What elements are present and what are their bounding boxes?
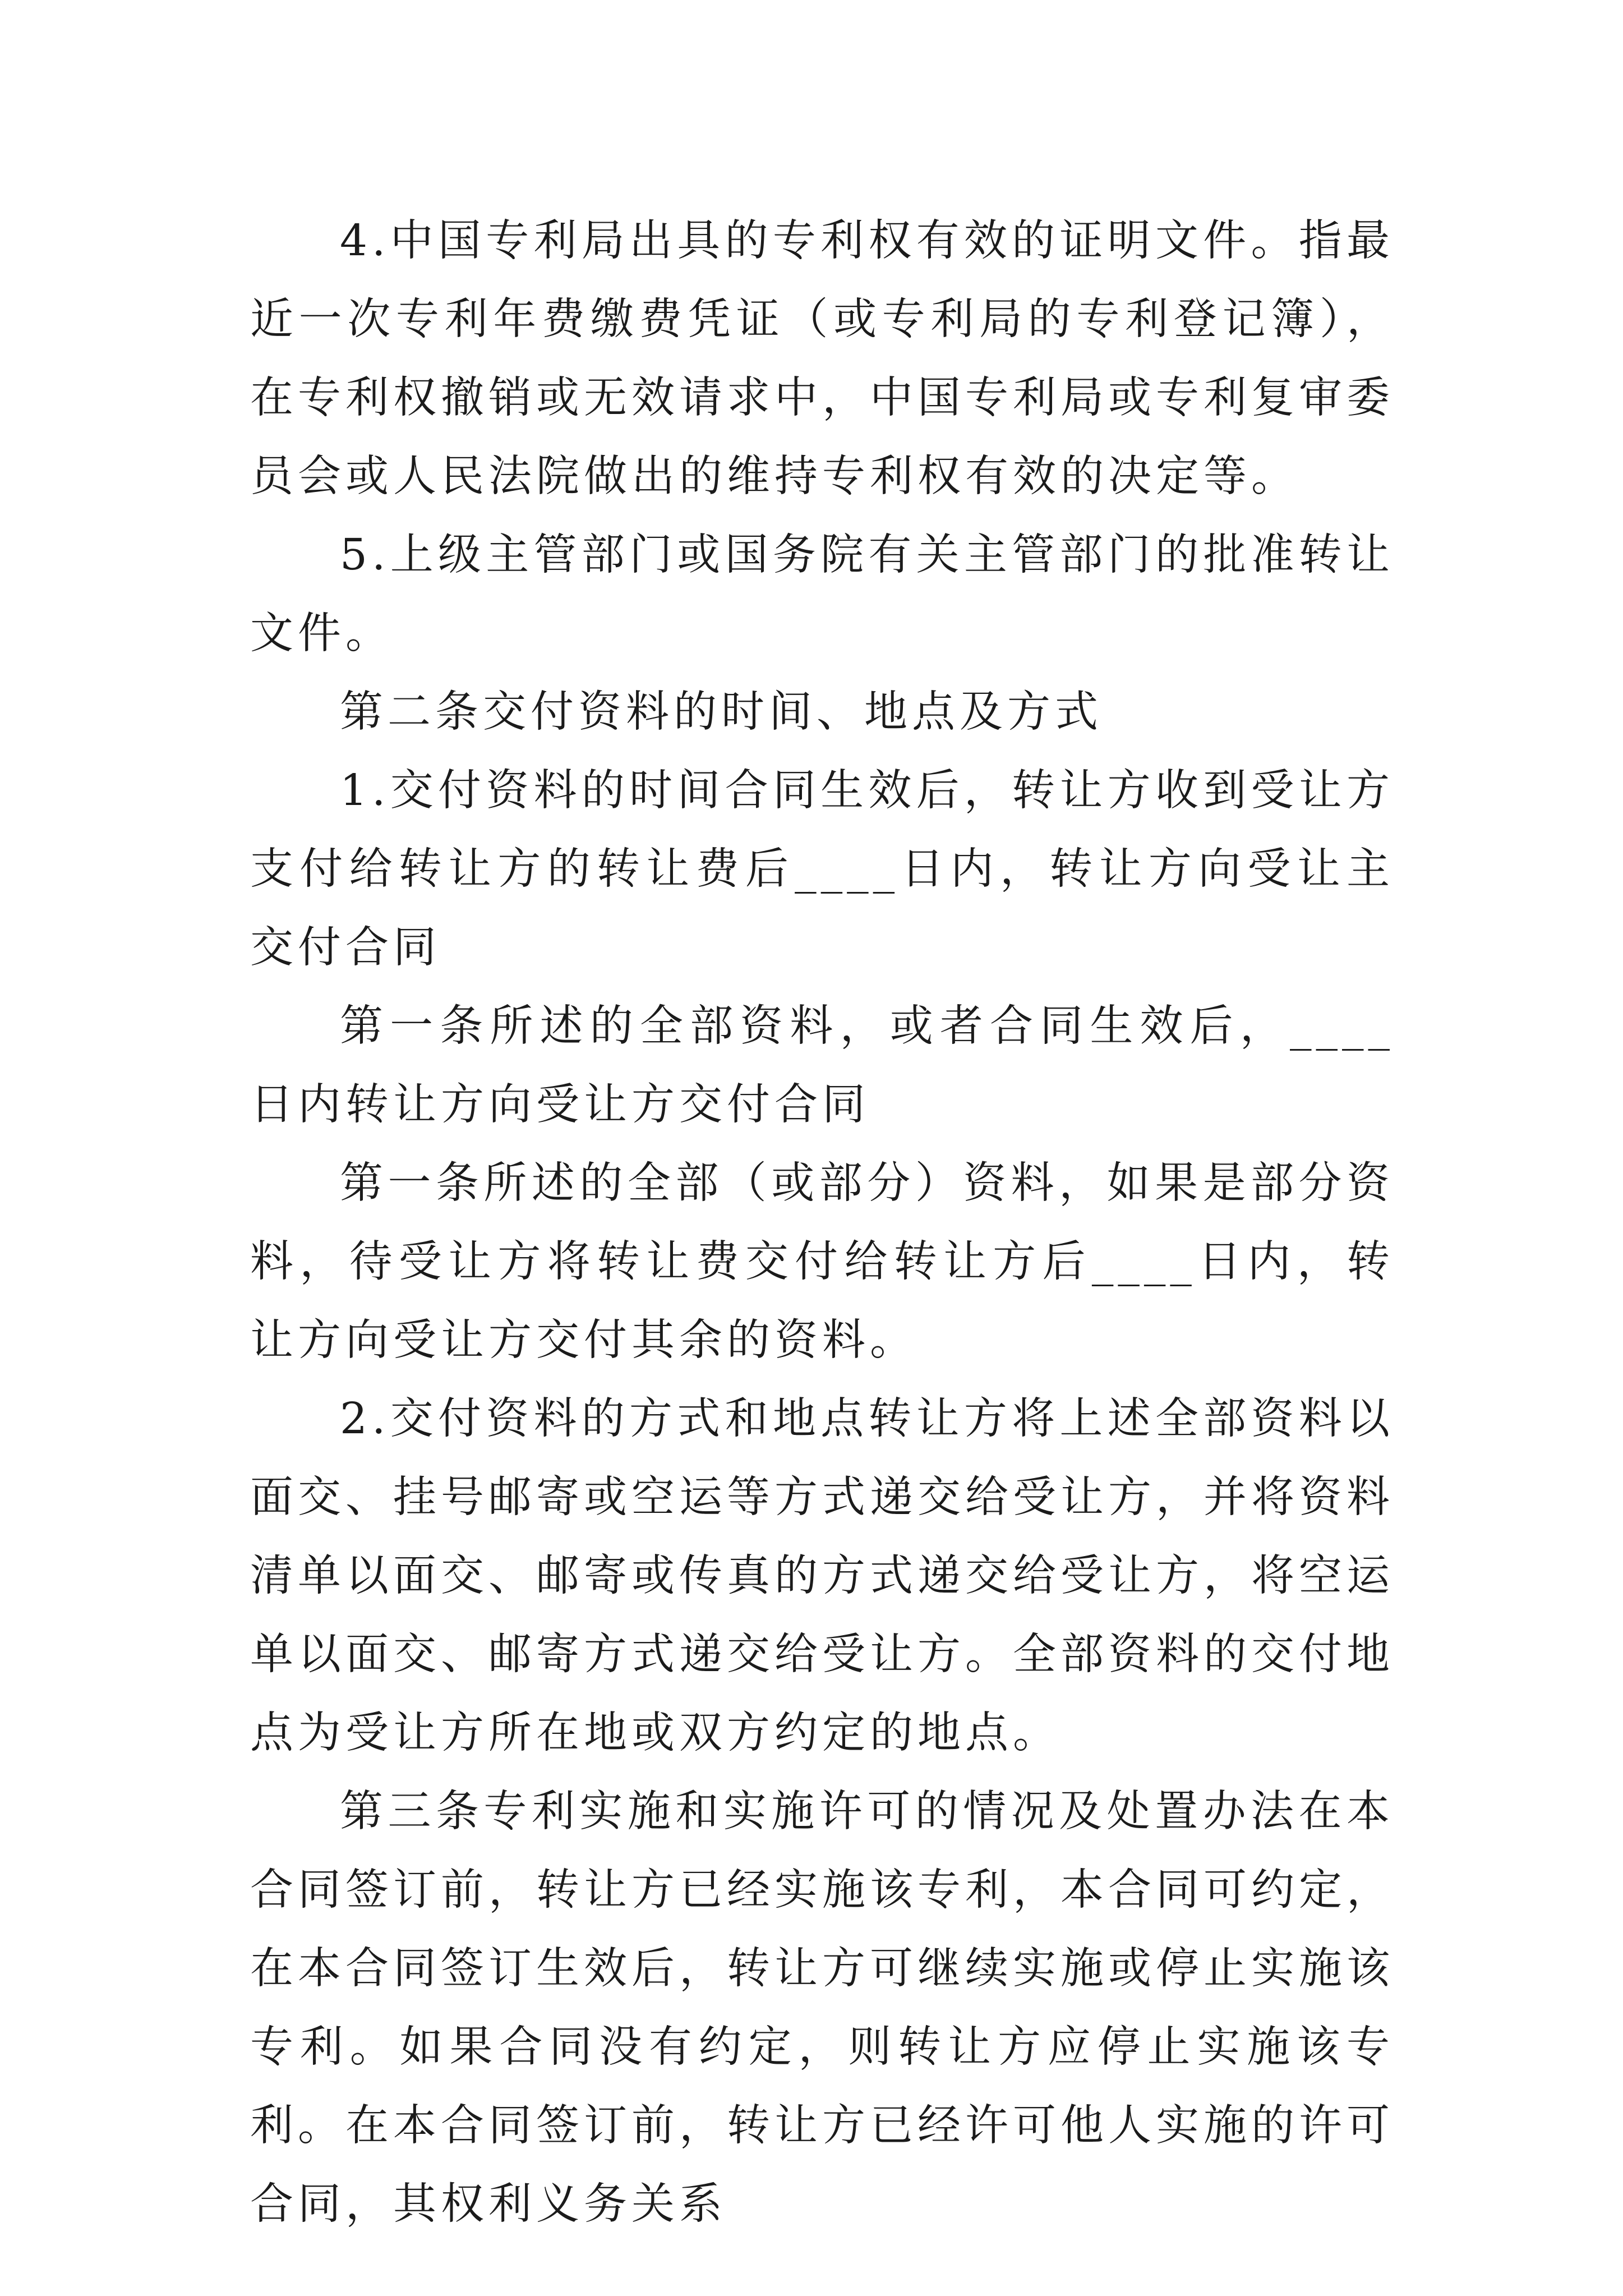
paragraph-delivery-time: 1.交付资料的时间合同生效后，转让方收到受让方支付给转让方的转让费后____日内，转让方向受让主交付合同	[250, 766, 1394, 973]
paragraph-article-3: 第三条专利实施和实施许可的情况及处置办法在本合同签订前，转让方已经实施该专利，本合同可约定，在本合同签订生效后，转让方可继续实施或停止实施该专利。如果合同没有约定，则转让方应停止实施该专利。在本合同签订前，转让方已经许可他人实施的许可合同，其权利义务关系	[250, 1787, 1394, 2229]
paragraph-approval-document: 5.上级主管部门或国务院有关主管部门的批准转让文件。	[250, 530, 1394, 659]
paragraph-partial-materials: 第一条所述的全部（或部分）资料，如果是部分资料，待受让方将转让费交付给转让方后____日内，转让方向受让方交付其余的资料。	[250, 1158, 1394, 1365]
paragraph-delivery-method: 2.交付资料的方式和地点转让方将上述全部资料以面交、挂号邮寄或空运等方式递交给受让方，并将资料清单以面交、邮寄或传真的方式递交给受让方，将空运单以面交、邮寄方式递交给受让方。全部资料的交付地点为受让方所在地或双方约定的地点。	[250, 1394, 1394, 1758]
article-2-heading: 第二条交付资料的时间、地点及方式	[340, 687, 1103, 737]
paragraph-all-materials: 第一条所述的全部资料，或者合同生效后，____日内转让方向受让方交付合同	[250, 1001, 1394, 1130]
paragraph-patent-validity-proof: 4.中国专利局出具的专利权有效的证明文件。指最近一次专利年费缴费凭证（或专利局的专利登记簿），在专利权撤销或无效请求中，中国专利局或专利复审委员会或人民法院做出的维持专利权有效的决定等。	[250, 216, 1394, 501]
document-body	[250, 202, 1394, 2244]
